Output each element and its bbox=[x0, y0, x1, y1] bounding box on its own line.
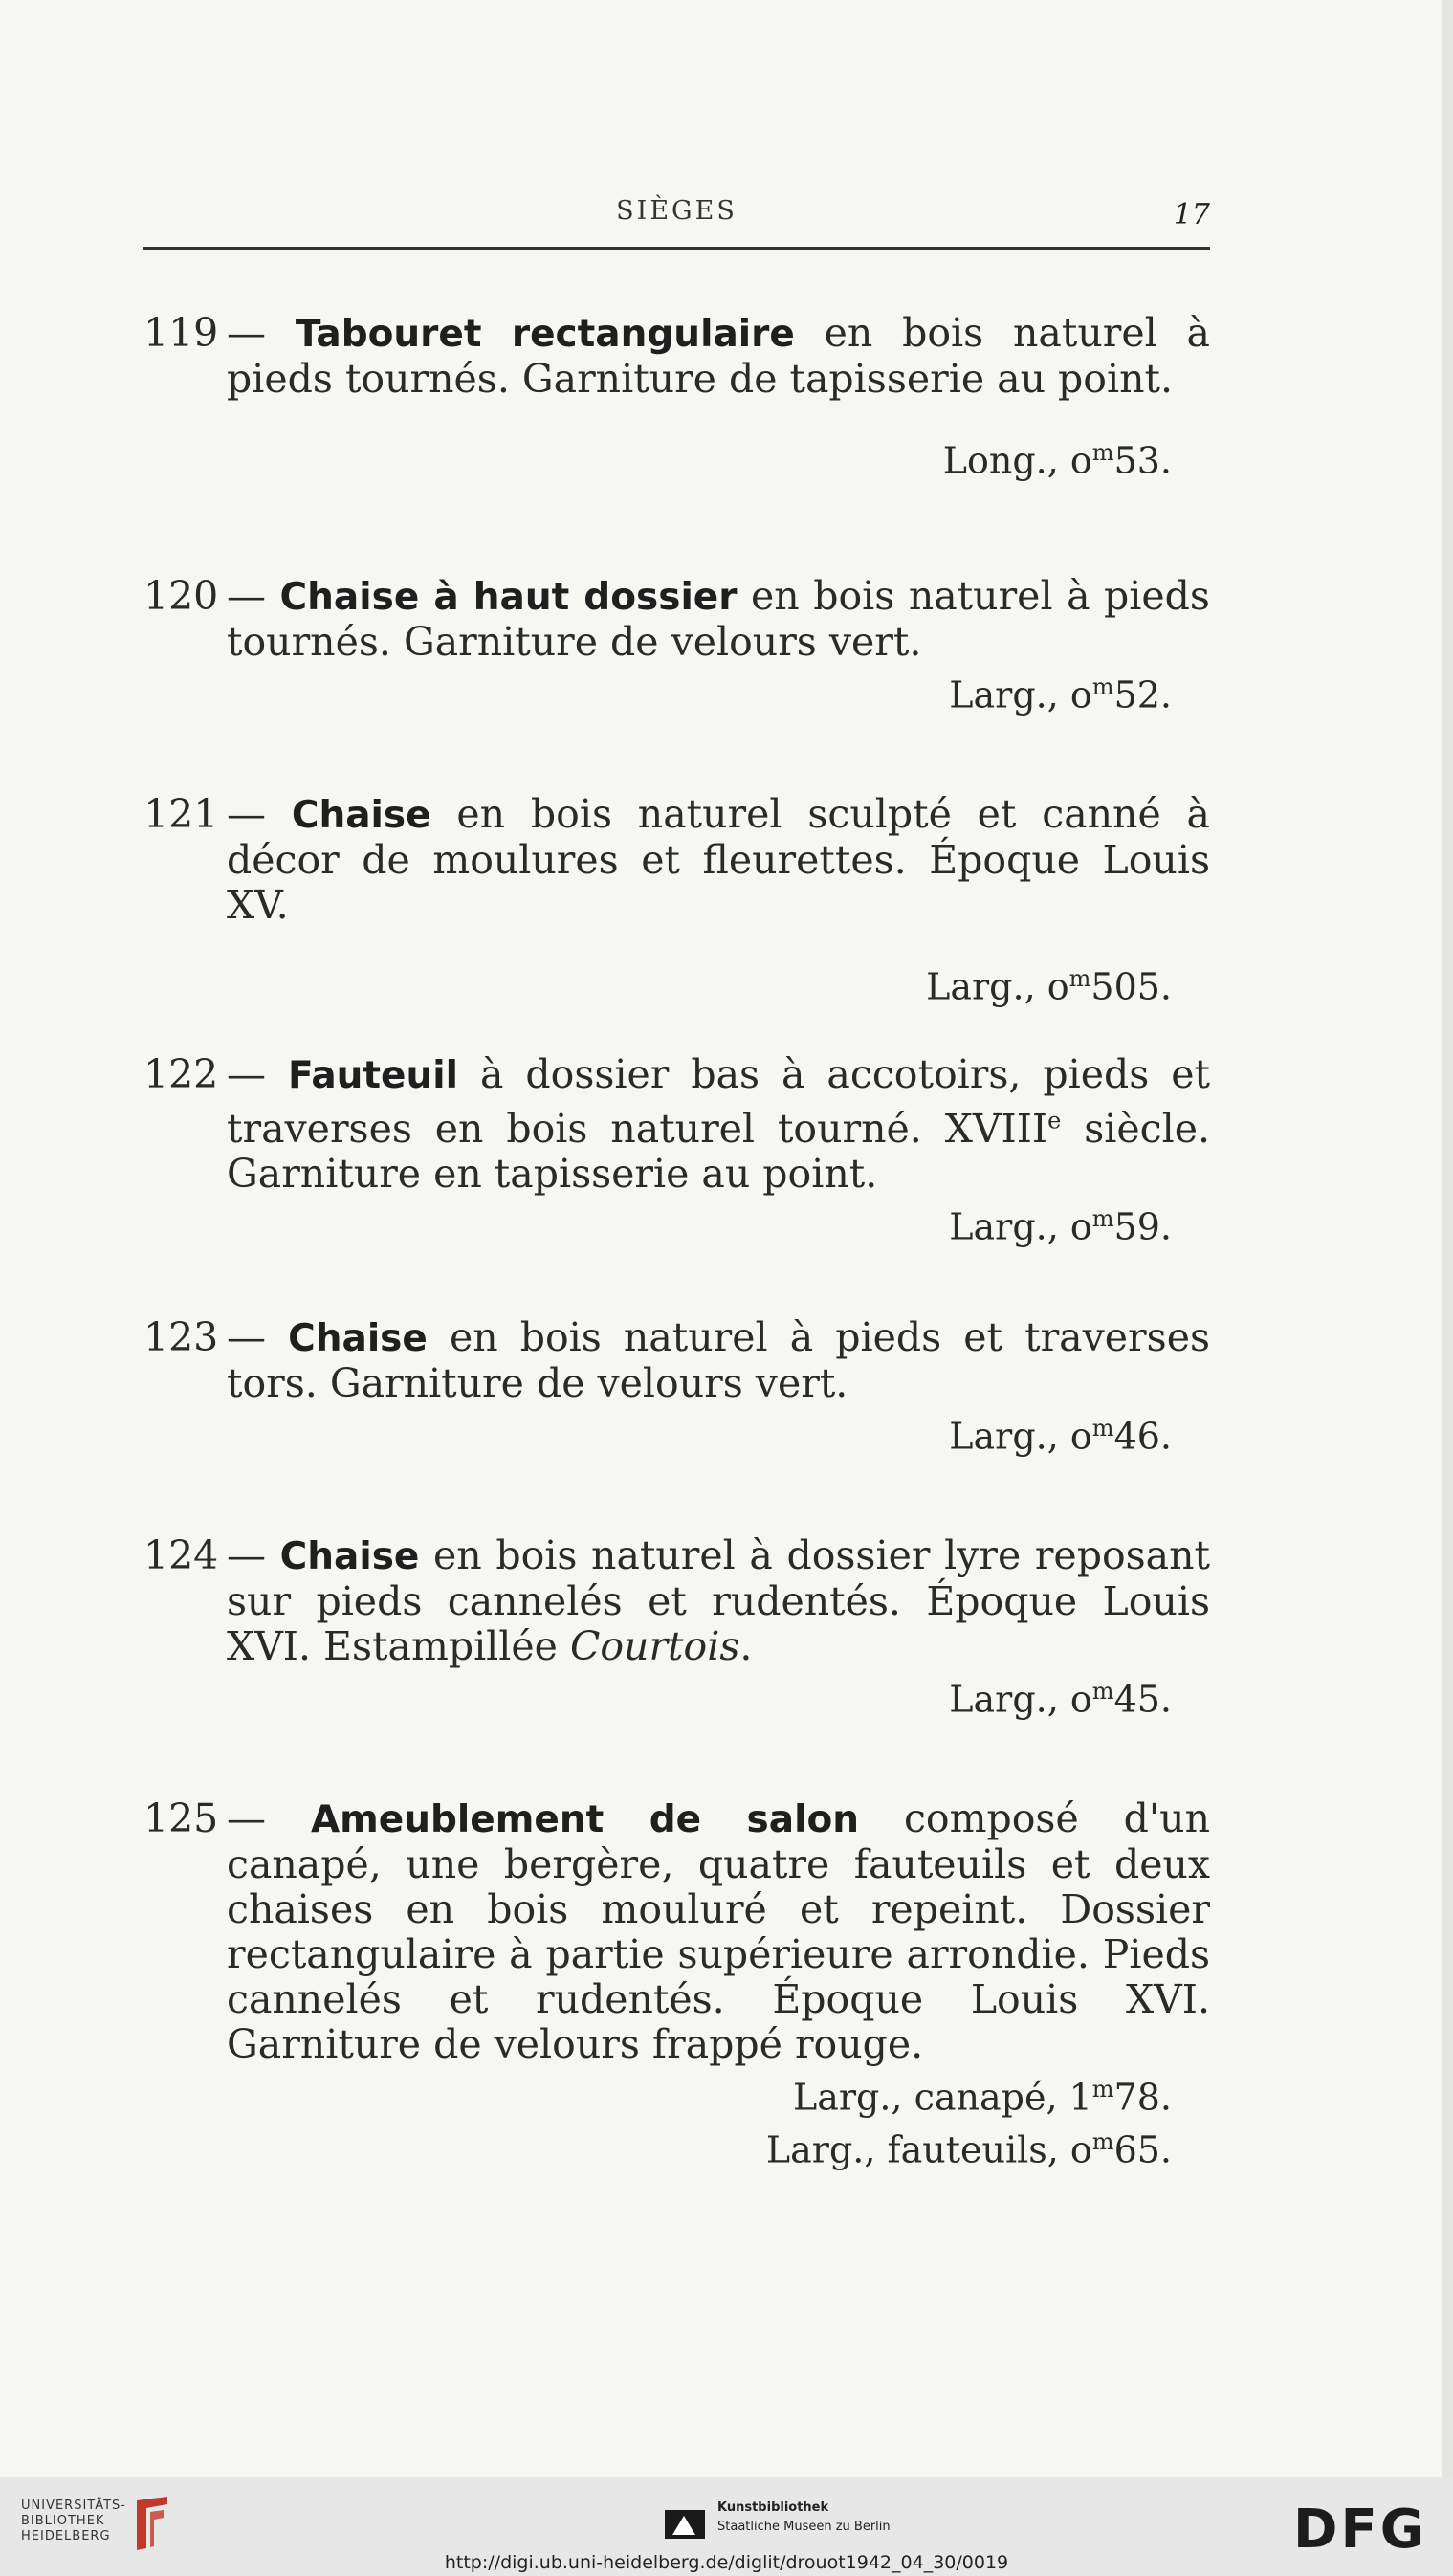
permalink-url[interactable]: http://digi.ub.uni-heidelberg.de/diglit/drouot1942_04_30/0019 bbox=[444, 2552, 1009, 2573]
kunstbibliothek-eagle-icon bbox=[665, 2506, 705, 2543]
lot-dimension: Larg., $o^m45$. bbox=[949, 1678, 1172, 1721]
catalog-entry-123 bbox=[143, 1315, 1210, 1459]
lot-title: Chaise à haut dossier bbox=[279, 576, 738, 619]
library-emblem-icon bbox=[129, 2495, 173, 2554]
lot-description: en bois naturel sculpté et canné à décor de moulures et fleurettes. Époque Louis XV. bbox=[227, 791, 1210, 928]
lot-dimension: Larg., canapé, 1$^m$78. bbox=[792, 2076, 1172, 2119]
page-number: 17 bbox=[1173, 198, 1210, 231]
heidelberg-library-logo: UNIVERSITÄTS- BIBLIOTHEK HEIDELBERG bbox=[21, 2499, 126, 2543]
lot-dimension: Larg., $o^m59$. bbox=[949, 1204, 1172, 1248]
header-rule bbox=[143, 247, 1210, 250]
lot-title: Tabouret rectangulaire bbox=[295, 313, 795, 356]
lot-number: 124 bbox=[143, 1532, 219, 1578]
lot-dimension: Larg., $o^m52$. bbox=[949, 673, 1172, 716]
lot-dash: — bbox=[227, 791, 266, 837]
running-head bbox=[143, 196, 1210, 234]
lot-number: 122 bbox=[143, 1051, 219, 1097]
lot-number: 120 bbox=[143, 573, 219, 619]
lot-description: en bois naturel à pieds tournés. Garniture de velours vert. bbox=[227, 573, 1210, 665]
catalog-entry-120 bbox=[143, 574, 1210, 717]
lot-number: 125 bbox=[143, 1795, 219, 1841]
digitization-footer bbox=[0, 2477, 1453, 2576]
lot-dash: — bbox=[227, 573, 266, 619]
catalog-entry-119 bbox=[143, 311, 1210, 483]
lot-number: 121 bbox=[143, 791, 219, 837]
lot-title: Chaise bbox=[288, 1317, 428, 1360]
maker-stamp: Courtois bbox=[569, 1623, 740, 1669]
lot-description: à dossier bas à accotoirs, pieds et traverses en bois naturel tourné. XVIIIe siècle. Garniture en tapisserie au point. bbox=[227, 1051, 1211, 1197]
lot-title: Ameublement de salon bbox=[310, 1798, 860, 1841]
lot-dash: — bbox=[227, 310, 266, 356]
catalog-entry-121 bbox=[143, 792, 1210, 1009]
lot-description: en bois naturel à dossier lyre reposant sur pieds cannelés et rudentés. Époque Louis XVI. Estampillée Courtois. bbox=[227, 1532, 1210, 1669]
lot-dash: — bbox=[227, 1051, 266, 1097]
lot-number: 119 bbox=[143, 310, 219, 356]
kb-subtitle: Staatliche Museen zu Berlin bbox=[717, 2520, 891, 2534]
lot-dimension: Long., $o^m53$. bbox=[942, 439, 1172, 482]
section-title: SIÈGES bbox=[616, 196, 738, 226]
lot-description: en bois naturel à pieds et traverses tors. Garniture de velours vert. bbox=[227, 1314, 1210, 1406]
lot-dimension: Larg., $o^m46$. bbox=[949, 1415, 1172, 1458]
lot-description: composé d'un canapé, une bergère, quatre fauteuils et deux chaises en bois mouluré et repeint. Dossier rectangulaire à partie supérieure arrondie. Pieds cannelés et rudentés. Époque Louis XVI. Garniture de velours frappé rouge. bbox=[227, 1795, 1210, 2067]
catalog-entry-124 bbox=[143, 1533, 1210, 1722]
lot-number: 123 bbox=[143, 1314, 219, 1360]
lot-dash: — bbox=[227, 1532, 266, 1578]
lot-dash: — bbox=[227, 1314, 266, 1360]
lot-title: Fauteuil bbox=[287, 1054, 459, 1097]
catalog-entry-122 bbox=[143, 1052, 1210, 1248]
kb-name: Kunstbibliothek bbox=[717, 2500, 829, 2515]
catalog-entry-125 bbox=[143, 1796, 1210, 2171]
lot-description: en bois naturel à pieds tournés. Garniture de tapisserie au point. bbox=[227, 310, 1210, 402]
dfg-logo: DFG bbox=[1293, 2499, 1427, 2561]
lot-title: Chaise bbox=[279, 1535, 420, 1578]
lot-dash: — bbox=[227, 1795, 266, 1841]
lot-dimension: Larg., $o^m505$. bbox=[926, 965, 1172, 1008]
lot-title: Chaise bbox=[291, 794, 431, 837]
lot-dimension: Larg., fauteuils, $o^m65$. bbox=[765, 2127, 1172, 2171]
page-edge-shadow bbox=[1442, 0, 1453, 2477]
